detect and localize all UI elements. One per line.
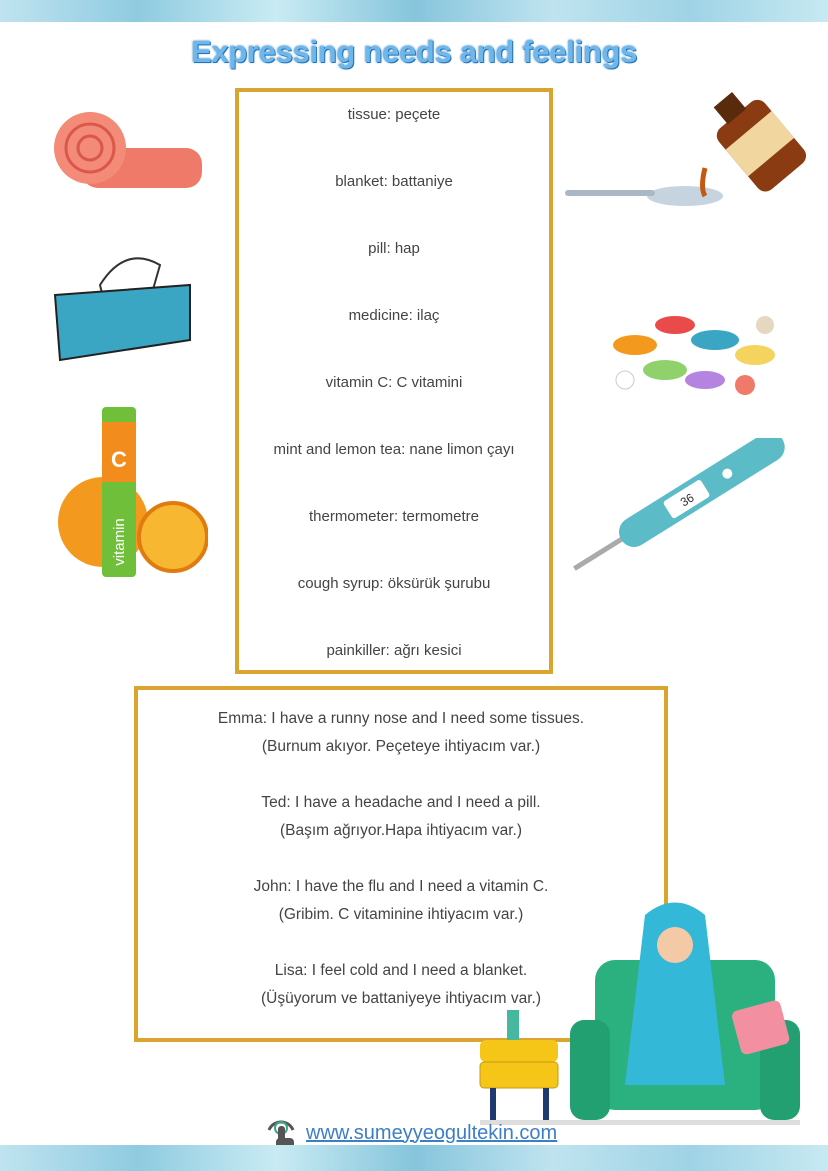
thermometer-illustration (538, 438, 806, 580)
vitamin-c-illustration (38, 402, 208, 592)
dialogue-turkish: (Burnum akıyor. Peçeteye ihtiyacım var.) (261, 738, 541, 755)
pills-illustration (595, 285, 795, 410)
cough-syrup-illustration (565, 88, 810, 213)
vocab-item: vitamin C: C vitamini (325, 374, 463, 391)
vocab-item: tissue: peçete (347, 106, 441, 123)
blanket-illustration (52, 108, 207, 198)
vocab-item: medicine: ilaç (348, 307, 440, 324)
sick-girl-on-sofa-illustration (475, 895, 810, 1125)
vocabulary-box (235, 88, 553, 674)
dialogue-english: Ted: I have a headache and I need a pill. (261, 794, 541, 811)
bottom-decorative-band (0, 1145, 828, 1171)
dialogue-turkish: (Üşüyorum ve battaniyeye ihtiyacım var.) (261, 990, 541, 1007)
thermometer-reading: 36 (677, 490, 697, 510)
vocab-item: pill: hap (368, 240, 420, 257)
dialogue-english: John: I have the flu and I need a vitamin C. (253, 878, 549, 895)
vocab-item: cough syrup: öksürük şurubu (297, 575, 491, 592)
vocab-item: painkiller: ağrı kesici (326, 642, 462, 659)
vocab-item: blanket: battaniye (335, 173, 453, 190)
dialogue-turkish: (Gribim. C vitaminine ihtiyacım var.) (278, 906, 524, 923)
top-decorative-band (0, 0, 828, 22)
vitamin-label: vitamin (111, 518, 128, 566)
tissue-box-illustration (50, 245, 200, 365)
dialogue-english: Emma: I have a runny nose and I need some tissues. (217, 710, 585, 727)
vocab-item: thermometer: termometre (308, 508, 480, 525)
dialogue-turkish: (Başım ağrıyor.Hapa ihtiyacım var.) (279, 822, 523, 839)
dialogue-english: Lisa: I feel cold and I need a blanket. (274, 962, 528, 979)
vitamin-letter: C (111, 447, 127, 472)
website-link[interactable]: www.sumeyyeogultekin.com (306, 1121, 558, 1144)
page-title: Expressing needs and feelings (190, 34, 638, 69)
vocab-item: mint and lemon tea: nane limon çayı (273, 441, 515, 458)
